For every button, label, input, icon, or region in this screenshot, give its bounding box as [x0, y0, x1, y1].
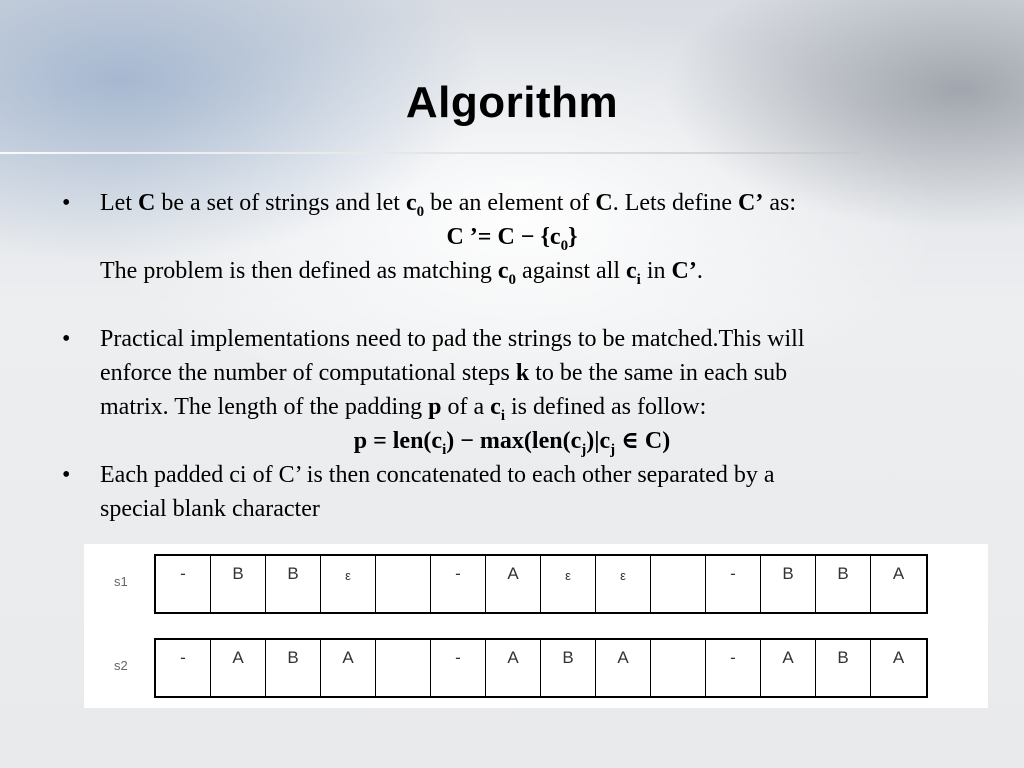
- cell: -: [706, 556, 761, 612]
- cell: [376, 556, 431, 612]
- cell: -: [431, 640, 486, 696]
- cell: B: [816, 556, 871, 612]
- cell: B: [541, 640, 596, 696]
- cell-strip-s1: [154, 554, 928, 614]
- spacer: [62, 288, 962, 322]
- cell: [651, 640, 706, 696]
- slide-title: Algorithm: [405, 78, 619, 127]
- bullet-item-1: [62, 186, 962, 288]
- title-divider: [0, 152, 860, 154]
- cell: ε: [596, 556, 651, 612]
- cell: B: [211, 556, 266, 612]
- bullet-list: [62, 186, 962, 526]
- bullet-3-line-2: special blank character: [100, 496, 320, 522]
- bullet-item-3: [62, 458, 962, 526]
- cell: A: [486, 556, 541, 612]
- cell: -: [156, 556, 211, 612]
- cell: A: [321, 640, 376, 696]
- cell: B: [266, 556, 321, 612]
- cell: [651, 556, 706, 612]
- cell: A: [211, 640, 266, 696]
- cell: -: [431, 556, 486, 612]
- string-row-s2: [84, 638, 988, 698]
- cell: ε: [321, 556, 376, 612]
- bullet-1-line-1: Let C be a set of strings and let $c_0$ be an element of C. Lets define C’ as:: [100, 190, 796, 220]
- cell: B: [266, 640, 321, 696]
- row-label-s2: s2: [114, 658, 128, 673]
- bullet-1-line-3: The problem is then defined as matching $c_0$ against all $c_i$ in C’.: [100, 258, 703, 288]
- cell: B: [816, 640, 871, 696]
- cell: -: [706, 640, 761, 696]
- bullet-2-line-1: Practical implementations need to pad the strings to be matched.This will: [100, 326, 805, 352]
- bullet-item-2: [62, 322, 962, 458]
- cell: A: [596, 640, 651, 696]
- cell: A: [761, 640, 816, 696]
- cell: A: [892, 648, 905, 667]
- cell-strip-s2: [154, 638, 928, 698]
- bullet-marker: •: [62, 326, 71, 352]
- bullet-marker: •: [62, 462, 71, 488]
- bullet-2-line-3: matrix. The length of the padding p of a $c_i$ is defined as follow:: [100, 394, 707, 424]
- cell: B: [761, 556, 816, 612]
- cell: [376, 640, 431, 696]
- row-label-s1: s1: [114, 574, 128, 589]
- cell: A: [892, 564, 905, 583]
- cell: -: [156, 640, 211, 696]
- bullet-marker: •: [62, 190, 71, 216]
- cell: A: [486, 640, 541, 696]
- padded-strings-figure: [84, 544, 988, 708]
- bullet-3-line-1: Each padded ci of C’ is then concatenated to each other separated by a: [100, 462, 775, 488]
- cell: ε: [541, 556, 596, 612]
- formula-padding: $p = len(c_i) - \max(len(c_j)|c_j$ ∈ C): [353, 428, 671, 458]
- string-row-s1: [84, 554, 988, 614]
- formula-c-prime: C ’= $C - \{c_0\}$: [446, 224, 578, 254]
- bullet-2-line-2: enforce the number of computational steps k to be the same in each sub: [100, 360, 788, 386]
